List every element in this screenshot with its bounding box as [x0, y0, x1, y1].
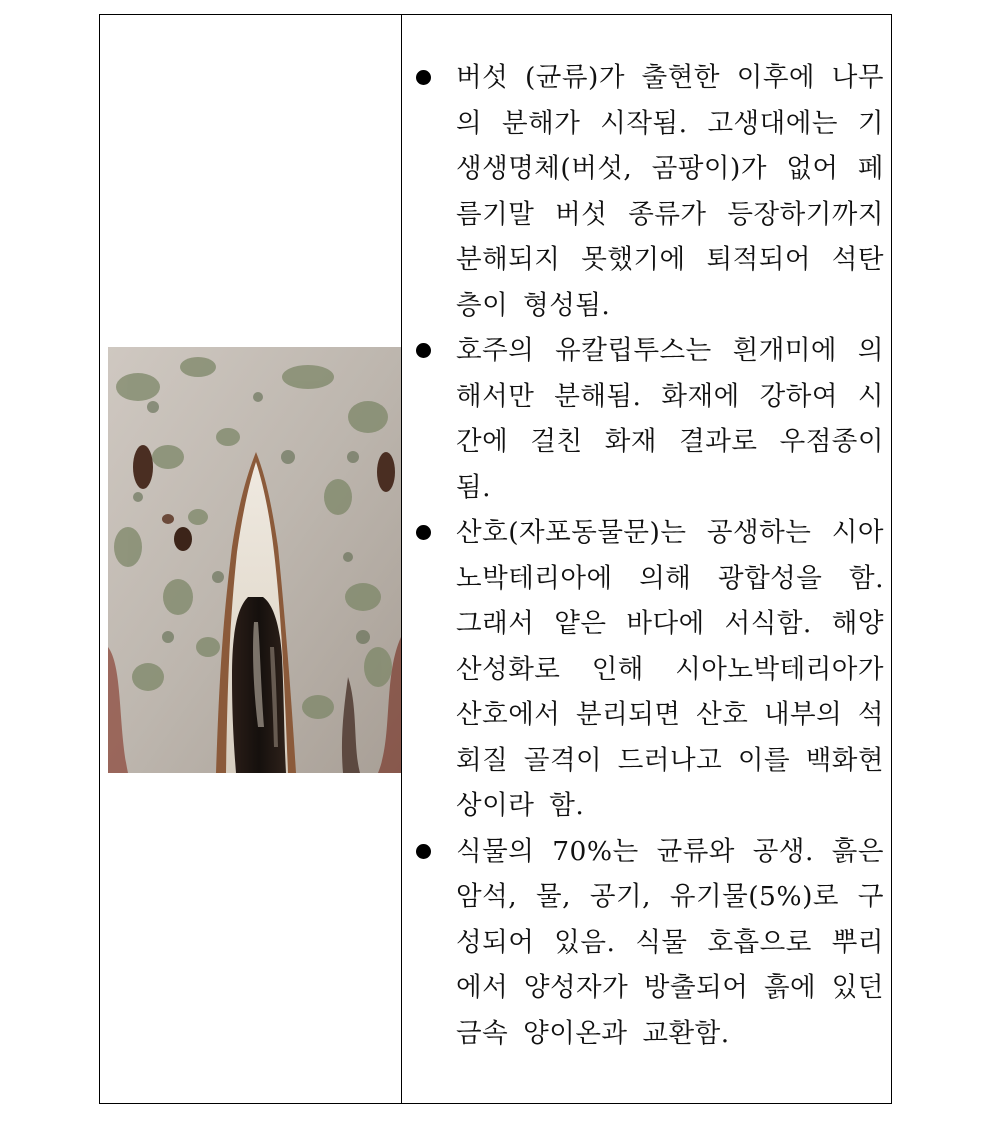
bullet-list [414, 55, 884, 1056]
content-table [99, 14, 892, 1104]
bullet-text: 식물의 70%는 균류와 공생. 흙은 암석, 물, 공기, 유기물(5%)로 구성되어 있음. 식물 호흡으로 뿌리에서 양성자가 방출되어 흙에 있던 금속 양이온과 교환함. [456, 835, 884, 1049]
list-item [414, 510, 884, 829]
bullet-text: 호주의 유칼립투스는 흰개미에 의해서만 분해됨. 화재에 강하여 시간에 걸친 화재 결과로 우점종이 됨. [456, 335, 884, 503]
text-cell [402, 15, 891, 1103]
bullet-icon [416, 70, 431, 85]
list-item [414, 829, 884, 1057]
bullet-icon [416, 525, 431, 540]
bark-illustration [108, 347, 401, 773]
image-cell [100, 15, 402, 1103]
eucalyptus-bark-photo [108, 347, 401, 773]
bullet-icon [416, 844, 431, 859]
bullet-icon [416, 343, 431, 358]
list-item [414, 55, 884, 328]
bullet-text: 산호(자포동물문)는 공생하는 시아노박테리아에 의해 광합성을 함. 그래서 얕은 바다에 서식함. 해양산성화로 인해 시아노박테리아가 산호에서 분리되면 산호 내부의 석회질 골격이 드러나고 이를 백화현상이라 함. [456, 517, 884, 821]
list-item [414, 328, 884, 510]
bullet-text: 버섯 (균류)가 출현한 이후에 나무의 분해가 시작됨. 고생대에는 기생생명체(버섯, 곰팡이)가 없어 페름기말 버섯 종류가 등장하기까지 분해되지 못했기에 퇴적되어 석탄층이 형성됨. [456, 62, 884, 321]
